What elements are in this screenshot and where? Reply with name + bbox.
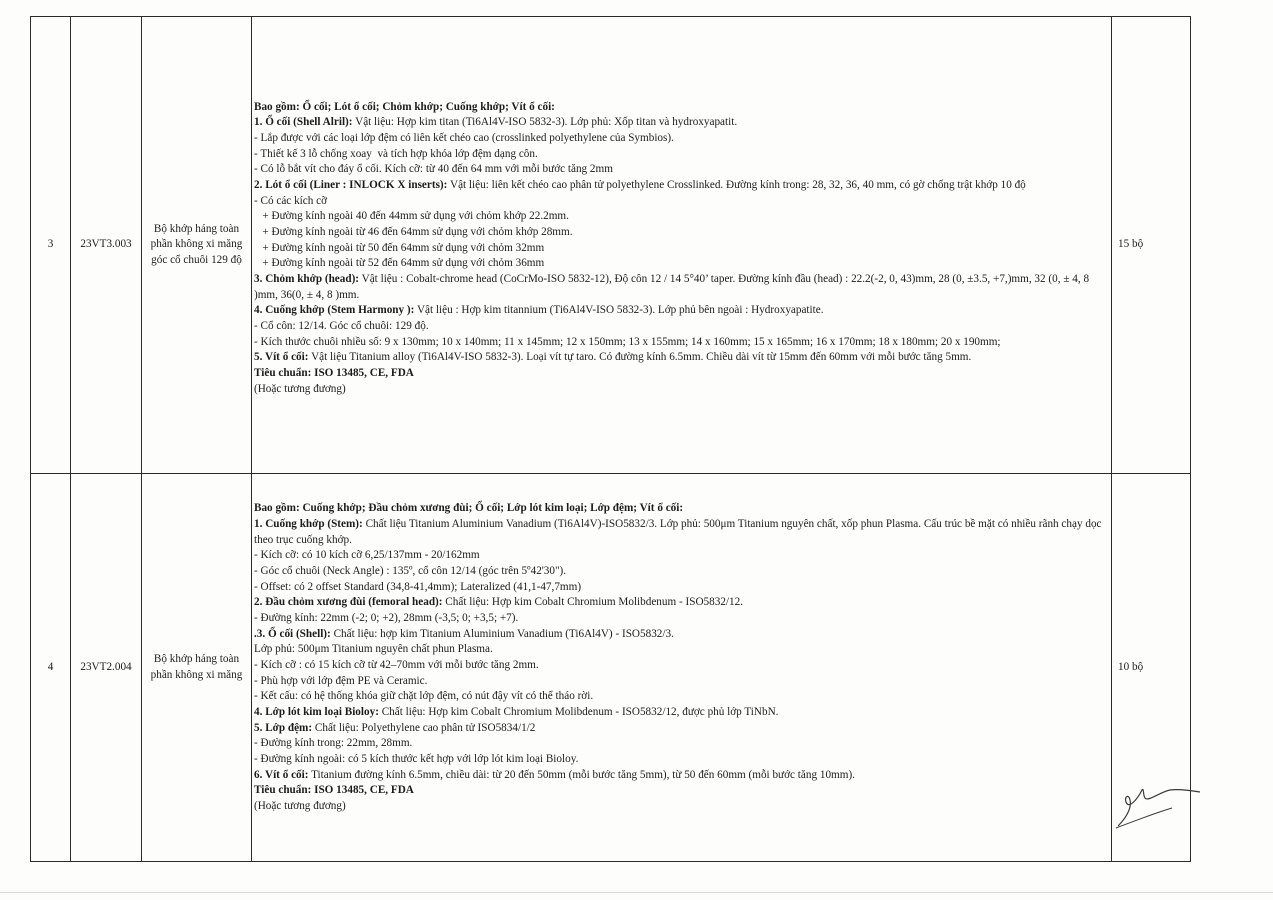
description-line: [254, 611, 1107, 627]
description-line: [254, 689, 1107, 705]
description-lead: 2. Đầu chỏm xương đùi (femoral head):: [254, 596, 443, 609]
description-text: Chất liệu: Polyethylene cao phân tử ISO5834/1/2: [312, 721, 536, 734]
description-text: Titanium đường kính 6.5mm, chiều dài: từ 20 đến 50mm (mỗi bước tăng 5mm), từ 50 đến 60mm (mỗi bước tăng 10mm).: [308, 768, 855, 781]
description-text: Chất liệu: hợp kim Titanium Aluminium Vanadium (Ti6Al4V) - ISO5832/3.: [330, 627, 674, 640]
description-lead: 5. Lớp đệm:: [254, 721, 313, 734]
description-line: [254, 162, 1107, 178]
row-number: 3: [31, 17, 71, 474]
description-text: - Offset: có 2 offset Standard (34,8-41,4mm); Lateralized (41,1-47,7mm): [254, 580, 582, 593]
description-line: [254, 147, 1107, 163]
description-line: [254, 178, 1107, 194]
description-line: [254, 564, 1107, 580]
description-line: [254, 721, 1107, 737]
description-line: [254, 674, 1107, 690]
description-text: Vật liệu: liên kết chéo cao phân tử polyethylene Crosslinked. Đường kính trong: 28, 32, 36, 40 mm, có gờ chống trật khớp 10 độ: [447, 178, 1026, 191]
description-text: (Hoặc tương đương): [254, 382, 346, 395]
description-lead: 1. Cuống khớp (Stem):: [254, 517, 363, 530]
item-code: 23VT3.003: [71, 17, 142, 474]
description-line: [254, 194, 1107, 210]
description-text: + Đường kính ngoài 40 đến 44mm sử dụng với chỏm khớp 22.2mm.: [254, 210, 569, 223]
description-line: [254, 382, 1107, 398]
description-text: + Đường kính ngoài từ 50 đến 64mm sử dụng với chỏm 32mm: [254, 241, 545, 254]
item-description: [252, 474, 1112, 862]
description-line: [254, 642, 1107, 658]
description-line: [254, 658, 1107, 674]
description-text: Vật liệu : Cobalt-chrome head (CoCrMo-ISO 5832-12), Độ côn 12 / 14 5°40’ taper. Đường kính đầu (head) : 22.2(-2, 0, 43)mm, 28 (0, ±3.5, +7,)mm, 32 (0, ± 4, 8 )mm, 36(0, ± 4, 8 )mm.: [254, 273, 1092, 301]
description-text: - Có lỗ bắt vít cho đáy ổ cối. Kích cỡ: từ 40 đến 64 mm với mỗi bước tăng 2mm: [254, 163, 613, 176]
description-lead: 5. Vít ổ cối:: [254, 351, 309, 364]
description-line: [254, 319, 1107, 335]
description-line: [254, 768, 1107, 784]
description-line: [254, 366, 1107, 382]
description-line: [254, 225, 1107, 241]
description-lead: 4. Cuống khớp (Stem Harmony ):: [254, 304, 415, 317]
description-line: [254, 783, 1107, 799]
description-text: - Kích cỡ: có 10 kích cỡ 6,25/137mm - 20/162mm: [254, 549, 480, 562]
description-text: Vật liệu : Hợp kim titannium (Ti6Al4V-ISO 5832-3). Lớp phủ bên ngoài : Hydroxyapatite.: [414, 304, 824, 317]
description-lead: 6. Vít ổ cối:: [254, 768, 309, 781]
description-text: - Đường kính trong: 22mm, 28mm.: [254, 737, 413, 750]
description-line: [254, 627, 1107, 643]
description-text: - Kết cấu: có hệ thống khóa giữ chặt lớp đệm, có nút đậy vít có thể tháo rời.: [254, 690, 594, 703]
description-text: Vật liệu Titanium alloy (Ti6Al4V-ISO 5832-3). Loại vít tự taro. Có đường kính 6.5mm. Chiều dài vít từ 15mm đến 60mm với mỗi bước tăng 5mm.: [308, 351, 972, 364]
item-quantity: 10 bộ: [1112, 474, 1191, 862]
description-line: [254, 595, 1107, 611]
table-row: [31, 474, 1191, 862]
row-number: 4: [31, 474, 71, 862]
description-lead: Bao gồm: Cuống khớp; Đầu chỏm xương đùi; Ổ cối; Lớp lót kim loại; Lớp đệm; Vít ổ cối:: [254, 502, 684, 515]
description-text: + Đường kính ngoài từ 52 đến 64mm sử dụng với chỏm 36mm: [254, 257, 545, 270]
description-text: Lớp phủ: 500μm Titanium nguyên chất phun Plasma.: [254, 643, 493, 656]
description-lead: Tiêu chuẩn: ISO 13485, CE, FDA: [254, 784, 414, 797]
description-text: (Hoặc tương đương): [254, 800, 346, 813]
item-quantity: 15 bộ: [1112, 17, 1191, 474]
description-line: [254, 350, 1107, 366]
description-lead: 4. Lớp lót kim loại Bioloy:: [254, 706, 379, 719]
description-line: [254, 799, 1107, 815]
description-text: - Đường kính: 22mm (-2; 0; +2), 28mm (-3,5; 0; +3,5; +7).: [254, 611, 519, 624]
description-line: [254, 209, 1107, 225]
table-row: [31, 17, 1191, 474]
description-line: [254, 303, 1107, 319]
description-text: Chất liệu: Hợp kim Cobalt Chromium Molibdenum - ISO5832/12, được phủ lớp TiNbN.: [378, 706, 779, 719]
description-line: [254, 705, 1107, 721]
description-text: Vật liệu: Hợp kim titan (Ti6Al4V-ISO 5832-3). Lớp phủ: Xốp titan và hydroxyapatit.: [352, 116, 738, 129]
description-line: [254, 131, 1107, 147]
description-line: [254, 517, 1107, 548]
description-text: - Có các kích cỡ: [254, 194, 328, 207]
description-text: Chất liệu: Hợp kim Cobalt Chromium Molibdenum - ISO5832/12.: [442, 596, 744, 609]
description-line: [254, 241, 1107, 257]
specification-table: [30, 16, 1191, 862]
description-lead: Tiêu chuẩn: ISO 13485, CE, FDA: [254, 367, 414, 380]
description-line: [254, 335, 1107, 351]
description-line: [254, 736, 1107, 752]
description-lead: 2. Lót ổ cối (Liner : INLOCK X inserts):: [254, 178, 448, 191]
description-text: - Kích cỡ : có 15 kích cỡ từ 42–70mm với mỗi bước tăng 2mm.: [254, 659, 539, 671]
description-text: - Phù hợp với lớp đệm PE và Ceramic.: [254, 674, 428, 687]
item-description: [252, 17, 1112, 474]
description-line: [254, 115, 1107, 131]
page-bottom-rule: [0, 892, 1273, 893]
description-text: - Đường kính ngoài: có 5 kích thước kết hợp với lớp lót kim loại Bioloy.: [254, 753, 579, 766]
description-text: + Đường kính ngoài từ 46 đến 64mm sử dụng với chỏm khớp 28mm.: [254, 225, 573, 238]
description-line: [254, 548, 1107, 564]
description-line: [254, 580, 1107, 596]
description-text: - Kích thước chuôi nhiều số: 9 x 130mm; 10 x 140mm; 11 x 145mm; 12 x 150mm; 13 x 155mm; 14 x 160mm; 15 x 165mm; 16 x 170mm; 18 x 180mm; 20 x 190mm;: [254, 335, 1001, 348]
description-line: [254, 752, 1107, 768]
description-lead: 1. Ổ cối (Shell Alril):: [254, 116, 353, 129]
item-name: Bộ khớp háng toàn phần không xi măng góc cổ chuôi 129 độ: [142, 17, 252, 474]
signature-mark: [1112, 778, 1202, 833]
description-line: [254, 272, 1107, 303]
description-line: [254, 501, 1107, 517]
description-text: - Cổ côn: 12/14. Góc cổ chuôi: 129 độ.: [254, 320, 429, 333]
description-lead: .3. Ổ cối (Shell):: [254, 627, 331, 640]
item-name: Bộ khớp háng toàn phần không xi măng: [142, 474, 252, 862]
description-lead: 3. Chỏm khớp (head):: [254, 273, 360, 285]
description-line: [254, 256, 1107, 272]
description-text: - Thiết kế 3 lỗ chống xoay và tích hợp khóa lớp đệm dạng côn.: [254, 147, 538, 160]
item-code: 23VT2.004: [71, 474, 142, 862]
description-text: - Góc cổ chuôi (Neck Angle) : 135º, cổ côn 12/14 (góc trên 5º42'30").: [254, 564, 567, 577]
description-lead: Bao gồm: Ổ cối; Lót ổ cối; Chỏm khớp; Cuống khớp; Vít ổ cối:: [254, 100, 555, 113]
description-line: [254, 100, 1107, 116]
description-text: Chất liệu Titanium Aluminium Vanadium (Ti6Al4V)-ISO5832/3. Lớp phủ: 500μm Titanium nguyên chất, xốp phun Plasma. Cấu trúc bề mặt có nhiều rãnh chạy dọc theo trục cuống khớp.: [254, 517, 1105, 546]
description-text: - Lắp được với các loại lớp đệm có liên kết chéo cao (crosslinked polyethylene của Symbios).: [254, 131, 674, 144]
